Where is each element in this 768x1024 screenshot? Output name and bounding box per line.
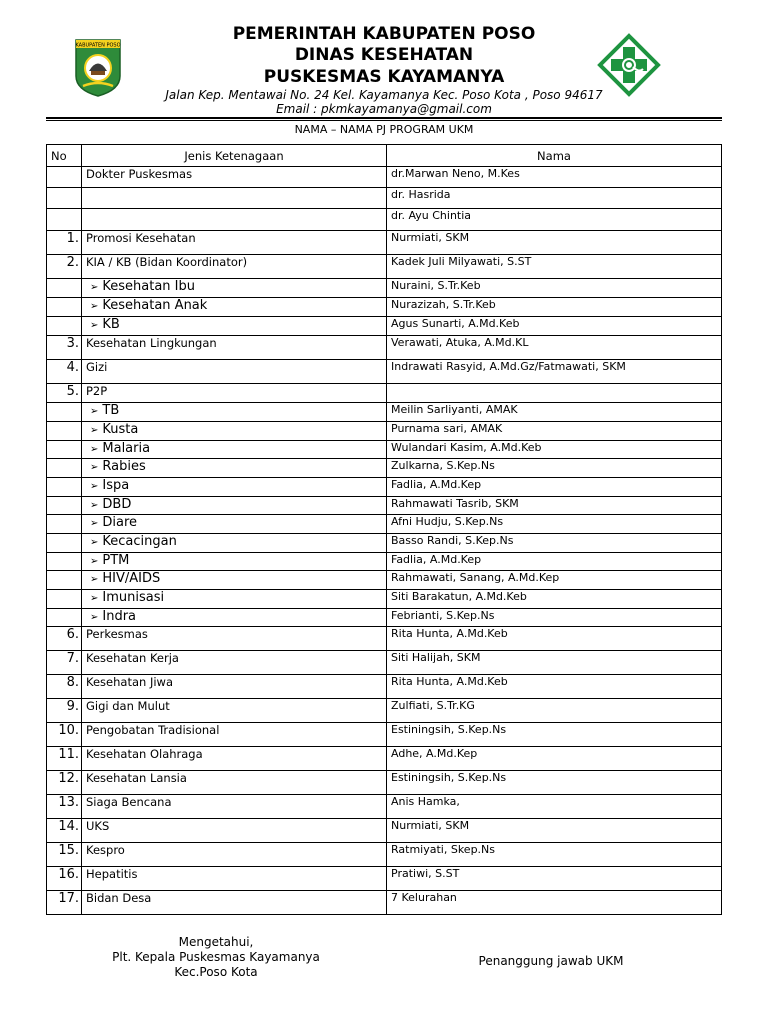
- arrow-bullet-icon: ➢: [90, 406, 99, 417]
- row-jenis-label: HIV/AIDS: [102, 571, 161, 586]
- row-no: [47, 459, 82, 478]
- table-row: [47, 651, 722, 675]
- table-row: [47, 384, 722, 403]
- pj-program-table: [46, 144, 722, 915]
- row-nama: Afni Hudju, S.Kep.Ns: [387, 515, 722, 534]
- row-nama: Basso Randi, S.Kep.Ns: [387, 534, 722, 553]
- table-row: [47, 360, 722, 384]
- arrow-bullet-icon: ➢: [90, 593, 99, 604]
- row-jenis: Promosi Kesehatan: [82, 231, 387, 255]
- footer-left-line3: Kec.Poso Kota: [174, 965, 258, 979]
- row-jenis: [82, 590, 387, 609]
- table-row: [47, 571, 722, 590]
- header-jenis: Jenis Ketenagaan: [82, 145, 387, 167]
- footer-left-line2: Plt. Kepala Puskesmas Kayamanya: [112, 950, 320, 964]
- table-row: [47, 723, 722, 747]
- table-row: [47, 298, 722, 317]
- kop-address: Jalan Kep. Mentawai No. 24 Kel. Kayamanya Kec. Poso Kota , Poso 94617: [165, 88, 603, 102]
- row-jenis: Hepatitis: [82, 867, 387, 891]
- row-nama: Kadek Juli Milyawati, S.ST: [387, 255, 722, 279]
- row-nama: Febrianti, S.Kep.Ns: [387, 609, 722, 627]
- arrow-bullet-icon: ➢: [90, 282, 99, 293]
- row-jenis: [82, 317, 387, 336]
- row-jenis-label: Diare: [102, 515, 138, 530]
- table-row: [47, 534, 722, 553]
- row-nama: Purnama sari, AMAK: [387, 422, 722, 441]
- row-nama: Fadlia, A.Md.Kep: [387, 478, 722, 497]
- row-no: 12.: [47, 771, 82, 795]
- table-row: [47, 819, 722, 843]
- row-jenis-label: DBD: [102, 497, 132, 512]
- table-row: [47, 609, 722, 627]
- row-jenis: [82, 403, 387, 422]
- row-jenis-label: Rabies: [102, 459, 146, 474]
- row-jenis: [82, 209, 387, 231]
- row-jenis: [82, 459, 387, 478]
- row-jenis: Kespro: [82, 843, 387, 867]
- row-no: [47, 422, 82, 441]
- row-nama: Ratmiyati, Skep.Ns: [387, 843, 722, 867]
- table-row: [47, 771, 722, 795]
- arrow-bullet-icon: ➢: [90, 574, 99, 585]
- table-row: [47, 553, 722, 571]
- arrow-bullet-icon: ➢: [90, 612, 99, 623]
- row-no: [47, 534, 82, 553]
- row-jenis: [82, 478, 387, 497]
- row-no: 2.: [47, 255, 82, 279]
- table-row: [47, 515, 722, 534]
- row-no: 4.: [47, 360, 82, 384]
- row-jenis: [82, 422, 387, 441]
- row-jenis-label: PTM: [102, 553, 130, 568]
- table-row: [47, 590, 722, 609]
- table-row: [47, 627, 722, 651]
- row-jenis: [82, 188, 387, 209]
- row-jenis-label: Malaria: [102, 441, 151, 456]
- row-nama: Meilin Sarliyanti, AMAK: [387, 403, 722, 422]
- row-jenis-label: Kecacingan: [102, 534, 177, 549]
- row-nama: Rahmawati, Sanang, A.Md.Kep: [387, 571, 722, 590]
- row-jenis-label: KB: [102, 317, 120, 332]
- table-row: [47, 317, 722, 336]
- arrow-bullet-icon: ➢: [90, 500, 99, 511]
- table-row: [47, 459, 722, 478]
- row-no: [47, 441, 82, 459]
- table-row: [47, 699, 722, 723]
- arrow-bullet-icon: ➢: [90, 518, 99, 529]
- row-nama: Siti Barakatun, A.Md.Keb: [387, 590, 722, 609]
- row-jenis: [82, 441, 387, 459]
- row-nama: [387, 384, 722, 403]
- row-jenis: [82, 571, 387, 590]
- row-jenis: Gizi: [82, 360, 387, 384]
- table-row: [47, 255, 722, 279]
- row-nama: Rita Hunta, A.Md.Keb: [387, 675, 722, 699]
- footer-mengetahui: [96, 935, 336, 980]
- row-no: 17.: [47, 891, 82, 915]
- table-row: [47, 891, 722, 915]
- row-nama: Anis Hamka,: [387, 795, 722, 819]
- row-no: [47, 167, 82, 188]
- header-nama: Nama: [387, 145, 722, 167]
- arrow-bullet-icon: ➢: [90, 537, 99, 548]
- row-jenis: Kesehatan Jiwa: [82, 675, 387, 699]
- row-no: [47, 515, 82, 534]
- row-nama: Rahmawati Tasrib, SKM: [387, 497, 722, 515]
- table-row: [47, 188, 722, 209]
- row-no: [47, 571, 82, 590]
- arrow-bullet-icon: ➢: [90, 556, 99, 567]
- row-no: [47, 553, 82, 571]
- table-body: [47, 167, 722, 915]
- arrow-bullet-icon: ➢: [90, 481, 99, 492]
- row-nama: Nurmiati, SKM: [387, 819, 722, 843]
- row-nama: Indrawati Rasyid, A.Md.Gz/Fatmawati, SKM: [387, 360, 722, 384]
- row-nama: dr. Ayu Chintia: [387, 209, 722, 231]
- table-row: [47, 441, 722, 459]
- table-row: [47, 336, 722, 360]
- footer-left-line1: Mengetahui,: [178, 935, 254, 949]
- row-no: 10.: [47, 723, 82, 747]
- table-row: [47, 843, 722, 867]
- row-no: [47, 317, 82, 336]
- table-row: [47, 497, 722, 515]
- row-nama: dr.Marwan Neno, M.Kes: [387, 167, 722, 188]
- row-no: 14.: [47, 819, 82, 843]
- row-jenis-label: Kusta: [102, 422, 139, 437]
- row-no: [47, 497, 82, 515]
- row-no: 9.: [47, 699, 82, 723]
- row-jenis-label: Indra: [102, 609, 137, 624]
- kop-divider-thin: [46, 120, 722, 121]
- row-nama: Pratiwi, S.ST: [387, 867, 722, 891]
- row-nama: 7 Kelurahan: [387, 891, 722, 915]
- table-header-row: [47, 145, 722, 167]
- row-jenis: Pengobatan Tradisional: [82, 723, 387, 747]
- header-no: No: [47, 145, 82, 167]
- row-jenis: [82, 553, 387, 571]
- row-jenis: Siaga Bencana: [82, 795, 387, 819]
- arrow-bullet-icon: ➢: [90, 444, 99, 455]
- table-row: [47, 675, 722, 699]
- row-no: 1.: [47, 231, 82, 255]
- row-nama: Siti Halijah, SKM: [387, 651, 722, 675]
- svg-text:KABUPATEN POSO: KABUPATEN POSO: [75, 42, 121, 49]
- row-nama: Estiningsih, S.Kep.Ns: [387, 771, 722, 795]
- row-nama: Nurmiati, SKM: [387, 231, 722, 255]
- table-row: [47, 209, 722, 231]
- row-no: [47, 188, 82, 209]
- row-jenis-label: Kesehatan Anak: [102, 298, 208, 313]
- row-jenis: [82, 534, 387, 553]
- row-jenis: Gigi dan Mulut: [82, 699, 387, 723]
- row-nama: Zulkarna, S.Kep.Ns: [387, 459, 722, 478]
- row-jenis: [82, 298, 387, 317]
- kop-line-pemerintah: PEMERINTAH KABUPATEN POSO: [232, 24, 536, 44]
- row-nama: Verawati, Atuka, A.Md.KL: [387, 336, 722, 360]
- row-jenis-label: Kesehatan Ibu: [102, 279, 196, 294]
- row-jenis-label: TB: [102, 403, 120, 418]
- kop-line-dinas: DINAS KESEHATAN: [294, 45, 474, 65]
- row-no: 11.: [47, 747, 82, 771]
- footer-penanggung-jawab: Penanggung jawab UKM: [478, 954, 624, 968]
- table-row: [47, 422, 722, 441]
- row-jenis-label: Ispa: [102, 478, 130, 493]
- document-title: NAMA – NAMA PJ PROGRAM UKM: [294, 123, 474, 136]
- row-no: 6.: [47, 627, 82, 651]
- row-jenis: Kesehatan Kerja: [82, 651, 387, 675]
- row-no: [47, 279, 82, 298]
- row-no: 3.: [47, 336, 82, 360]
- row-jenis: [82, 609, 387, 627]
- row-nama: Fadlia, A.Md.Kep: [387, 553, 722, 571]
- table-row: [47, 795, 722, 819]
- kop-line-puskesmas: PUSKESMAS KAYAMANYA: [263, 67, 505, 87]
- row-no: 15.: [47, 843, 82, 867]
- row-jenis: Bidan Desa: [82, 891, 387, 915]
- row-nama: Estiningsih, S.Kep.Ns: [387, 723, 722, 747]
- arrow-bullet-icon: ➢: [90, 320, 99, 331]
- kop-divider-thick: [46, 117, 722, 119]
- row-no: [47, 403, 82, 422]
- row-jenis: Perkesmas: [82, 627, 387, 651]
- row-nama: Agus Sunarti, A.Md.Keb: [387, 317, 722, 336]
- arrow-bullet-icon: ➢: [90, 462, 99, 473]
- row-nama: Wulandari Kasim, A.Md.Keb: [387, 441, 722, 459]
- row-no: [47, 209, 82, 231]
- row-no: 8.: [47, 675, 82, 699]
- row-no: [47, 298, 82, 317]
- row-jenis: P2P: [82, 384, 387, 403]
- row-jenis: Kesehatan Olahraga: [82, 747, 387, 771]
- row-no: [47, 590, 82, 609]
- table-row: [47, 478, 722, 497]
- row-nama: Nurazizah, S.Tr.Keb: [387, 298, 722, 317]
- row-jenis: KIA / KB (Bidan Koordinator): [82, 255, 387, 279]
- row-no: [47, 609, 82, 627]
- table-row: [47, 867, 722, 891]
- table-row: [47, 279, 722, 298]
- row-jenis: [82, 515, 387, 534]
- table-row: [47, 167, 722, 188]
- row-no: 13.: [47, 795, 82, 819]
- row-nama: Nuraini, S.Tr.Keb: [387, 279, 722, 298]
- row-nama: Rita Hunta, A.Md.Keb: [387, 627, 722, 651]
- row-nama: dr. Hasrida: [387, 188, 722, 209]
- table-row: [47, 231, 722, 255]
- row-jenis: [82, 497, 387, 515]
- row-jenis: [82, 279, 387, 298]
- row-jenis: Kesehatan Lansia: [82, 771, 387, 795]
- table-row: [47, 747, 722, 771]
- row-no: [47, 478, 82, 497]
- row-jenis: Kesehatan Lingkungan: [82, 336, 387, 360]
- row-no: 5.: [47, 384, 82, 403]
- row-no: 16.: [47, 867, 82, 891]
- row-no: 7.: [47, 651, 82, 675]
- row-jenis: Dokter Puskesmas: [82, 167, 387, 188]
- row-nama: Zulfiati, S.Tr.KG: [387, 699, 722, 723]
- arrow-bullet-icon: ➢: [90, 301, 99, 312]
- kop-email: Email : pkmkayamanya@gmail.com: [276, 102, 492, 116]
- arrow-bullet-icon: ➢: [90, 425, 99, 436]
- row-jenis: UKS: [82, 819, 387, 843]
- row-nama: Adhe, A.Md.Kep: [387, 747, 722, 771]
- table-row: [47, 403, 722, 422]
- row-jenis-label: Imunisasi: [102, 590, 165, 605]
